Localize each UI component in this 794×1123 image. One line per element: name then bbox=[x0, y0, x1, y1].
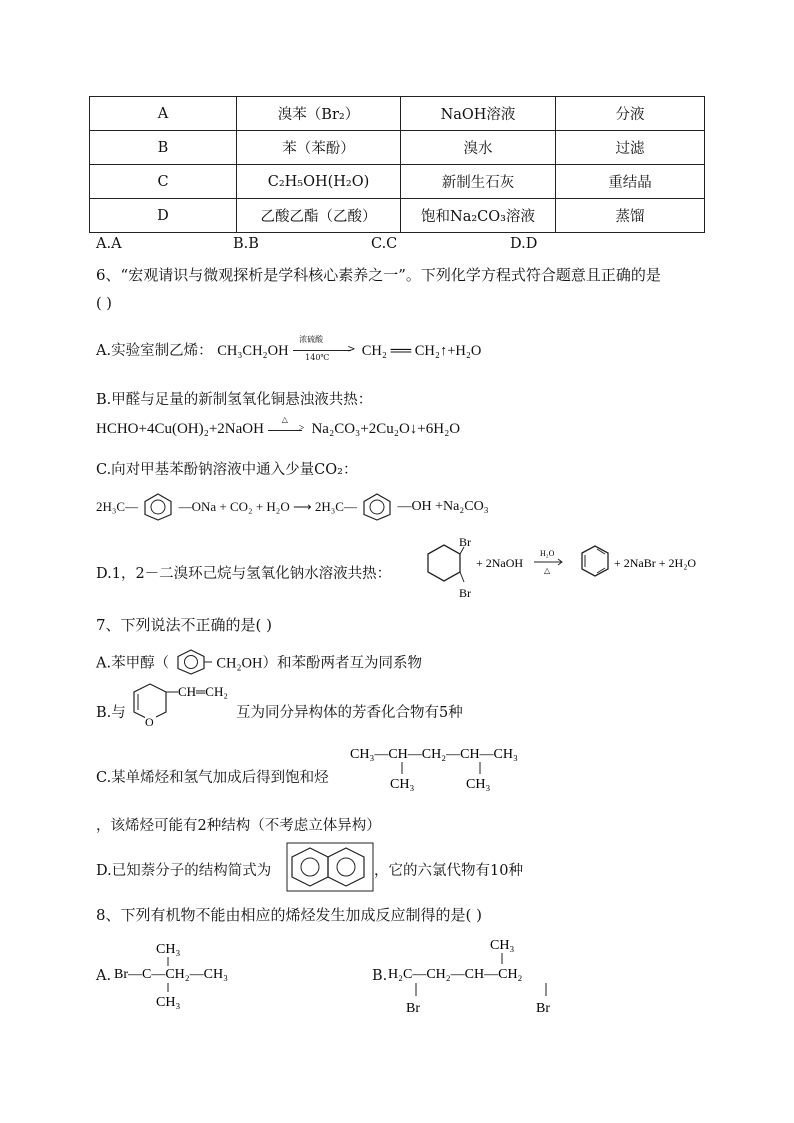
table-cell: NaOH溶液 bbox=[401, 97, 556, 131]
q6-option-a[interactable] bbox=[96, 335, 482, 362]
q6-b-eq-left: HCHO+4Cu(OH)₂+2NaOH bbox=[96, 421, 264, 437]
arrow-line bbox=[293, 350, 351, 351]
q6-d-mid: + 2NaOH bbox=[476, 556, 524, 570]
q6-b-label[interactable]: B.甲醛与足量的新制氢氧化铜悬浊液共热： bbox=[96, 392, 373, 408]
q6-d-label[interactable]: D.1，2－二溴环己烷与氢氧化钠水溶液共热： bbox=[96, 566, 392, 582]
table-cell: D bbox=[90, 199, 237, 233]
q6-c-right: —OH +Na₂CO₃ bbox=[397, 499, 489, 514]
q6-a-eq-left: CH₃CH₂OH bbox=[217, 343, 289, 359]
q6-c-equation bbox=[96, 492, 489, 522]
q7-c-main: CH₃—CH—CH₂—CH—CH₃ bbox=[350, 747, 518, 762]
q6-a-label: A.实验室制乙烯： bbox=[96, 343, 213, 359]
reaction-arrow-a bbox=[293, 335, 357, 362]
table-cell: 乙酸乙酯（乙酸） bbox=[237, 199, 401, 233]
q6-paren: ( ) bbox=[96, 296, 112, 312]
q8-b-br2: Br bbox=[536, 1001, 550, 1016]
q7-b-label[interactable]: B.与 bbox=[96, 705, 126, 721]
table-cell: 溴苯（Br₂） bbox=[237, 97, 401, 131]
arrow-cond-top: 浓硫酸 bbox=[299, 335, 324, 344]
pyran-ring-icon bbox=[124, 676, 244, 734]
q8-a-bottom: CH₃ bbox=[156, 995, 181, 1010]
q6-d-right: + 2NaBr + 2H₂O bbox=[614, 556, 697, 570]
arrow-cond-bottom: 140℃ bbox=[305, 353, 330, 362]
q7-stem: 7、下列说法不正确的是( ) bbox=[96, 616, 273, 634]
table-cell: A bbox=[90, 97, 237, 131]
q6-d-cond-bottom: △ bbox=[544, 566, 551, 575]
q7-c-sub1: CH₃ bbox=[390, 777, 415, 792]
q6-b-eq-right: Na₂CO₃+2Cu₂O↓+6H₂O bbox=[311, 421, 461, 437]
choice-a[interactable]: A.A bbox=[96, 236, 122, 252]
benzene-ring-icon bbox=[360, 492, 394, 522]
q6-c-left2: —ONa + CO₂ + H₂O ⟶ 2H₃C— bbox=[178, 499, 357, 514]
reaction-arrow-b bbox=[268, 414, 308, 437]
q7-c-structure bbox=[348, 740, 548, 796]
q8-a-structure bbox=[112, 936, 282, 1012]
naphthalene-icon bbox=[286, 842, 376, 892]
choice-d[interactable]: D.D bbox=[510, 236, 538, 252]
q6-d-cond-top: H₂O bbox=[540, 549, 555, 558]
choice-b[interactable]: B.B bbox=[233, 236, 259, 252]
table-cell: C bbox=[90, 165, 237, 199]
q8-b-main: H₂C—CH₂—CH—CH₂ bbox=[388, 967, 523, 982]
q7-c-label[interactable]: C.某单烯烃和氢气加成后得到饱和烃 bbox=[96, 770, 329, 786]
arrow-head-icon: > bbox=[298, 422, 305, 434]
arrow-line bbox=[268, 430, 302, 431]
table-cell: B bbox=[90, 131, 237, 165]
table-cell: 溴水 bbox=[401, 131, 556, 165]
q7-b-group: CH═CH₂ bbox=[178, 684, 228, 699]
table-cell: 分液 bbox=[556, 97, 705, 131]
q7-d-label[interactable]: D.已知萘分子的结构简式为 bbox=[96, 863, 272, 879]
heat-icon: △ bbox=[281, 414, 288, 424]
q6-c-left1: 2H₃C— bbox=[96, 499, 139, 514]
table-cell: 重结晶 bbox=[556, 165, 705, 199]
q8-b-br1: Br bbox=[406, 1001, 420, 1016]
benzene-ring-icon bbox=[582, 546, 608, 576]
q8-a-top: CH₃ bbox=[156, 942, 181, 957]
q7-option-a[interactable] bbox=[96, 648, 422, 676]
q8-stem: 8、下列有机物不能由相应的烯烃发生加成反应制得的是( ) bbox=[96, 906, 483, 924]
q6-stem: 6、“宏观请识与微观探析是学科核心素养之一”。下列化学方程式符合题意且正确的是 bbox=[96, 266, 661, 284]
table-row bbox=[90, 131, 705, 165]
cyclohexane-ring-icon bbox=[428, 545, 460, 581]
choice-c[interactable]: C.C bbox=[371, 236, 398, 252]
q6-b-equation bbox=[96, 414, 461, 438]
table-cell: 蒸馏 bbox=[556, 199, 705, 233]
options-table bbox=[89, 96, 705, 233]
table-row bbox=[90, 199, 705, 233]
table-cell: 新制生石灰 bbox=[401, 165, 556, 199]
q8-b-label[interactable]: B. bbox=[372, 968, 388, 984]
arrow-head-icon: > bbox=[347, 344, 356, 355]
q7-b-text: 互为同分异构体的芳香化合物有5种 bbox=[236, 705, 463, 721]
q7-b-o: O bbox=[145, 715, 154, 729]
table-cell: 过滤 bbox=[556, 131, 705, 165]
q7-a-group: CH₂OH）和苯酚两者互为同系物 bbox=[216, 655, 422, 672]
q6-a-eq-right: CH₂ ══ CH₂↑+H₂O bbox=[361, 343, 482, 359]
q8-b-top: CH₃ bbox=[490, 938, 515, 953]
table-row bbox=[90, 97, 705, 131]
table-cell: 苯（苯酚） bbox=[237, 131, 401, 165]
table-cell: 饱和Na₂CO₃溶液 bbox=[401, 199, 556, 233]
q6-d-br1: Br bbox=[459, 538, 471, 549]
table-cell: C₂H₅OH(H₂O) bbox=[237, 165, 401, 199]
benzene-ring-icon bbox=[174, 648, 212, 676]
benzene-ring-icon bbox=[141, 492, 175, 522]
q6-c-label[interactable]: C.向对甲基苯酚钠溶液中通入少量CO₂： bbox=[96, 462, 358, 478]
q7-c-cont: ，该烯烃可能有2种结构（不考虑立体异构） bbox=[96, 818, 381, 834]
table-row bbox=[90, 165, 705, 199]
q6-d-equation bbox=[412, 538, 702, 604]
q8-a-main: Br—C—CH₂—CH₃ bbox=[114, 967, 228, 982]
q7-a-label: A.苯甲醇（ bbox=[96, 655, 170, 672]
q8-b-structure bbox=[386, 932, 586, 1018]
q7-c-sub2: CH₃ bbox=[466, 777, 491, 792]
q7-d-text: ，它的六氯代物有10种 bbox=[374, 863, 523, 879]
q6-d-br2: Br bbox=[459, 586, 471, 600]
q8-a-label[interactable]: A. bbox=[96, 968, 112, 984]
